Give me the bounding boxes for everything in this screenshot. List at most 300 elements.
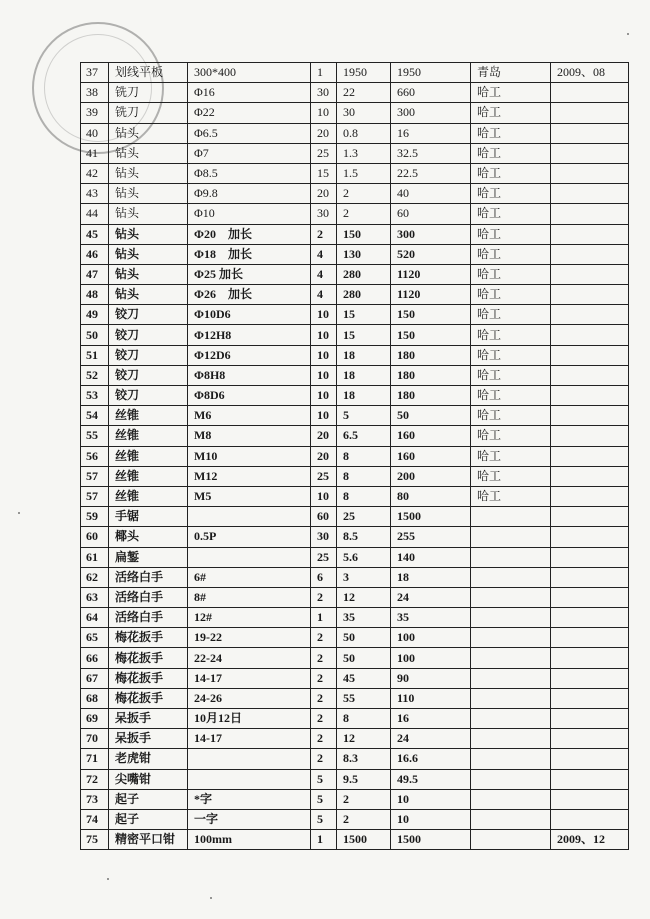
source-cell bbox=[471, 567, 551, 587]
unit-price-cell: 1.3 bbox=[337, 143, 391, 163]
table-row bbox=[81, 285, 629, 305]
date-cell bbox=[551, 285, 629, 305]
total-amount-cell: 10 bbox=[391, 789, 471, 809]
table-row bbox=[81, 305, 629, 325]
item-spec-cell: 100mm bbox=[188, 830, 311, 850]
unit-price-cell: 8 bbox=[337, 709, 391, 729]
total-amount-cell: 100 bbox=[391, 648, 471, 668]
item-spec-cell: Φ12H8 bbox=[188, 325, 311, 345]
item-name-cell: 丝锥 bbox=[109, 486, 188, 506]
item-spec-cell: 0.5P bbox=[188, 527, 311, 547]
date-cell bbox=[551, 769, 629, 789]
item-spec-cell: M12 bbox=[188, 466, 311, 486]
item-spec-cell: 24-26 bbox=[188, 688, 311, 708]
source-cell bbox=[471, 628, 551, 648]
date-cell bbox=[551, 103, 629, 123]
row-number-cell: 72 bbox=[81, 769, 109, 789]
item-spec-cell: Φ10D6 bbox=[188, 305, 311, 325]
total-amount-cell: 60 bbox=[391, 204, 471, 224]
item-spec-cell bbox=[188, 507, 311, 527]
total-amount-cell: 35 bbox=[391, 608, 471, 628]
row-number-cell: 67 bbox=[81, 668, 109, 688]
source-cell bbox=[471, 830, 551, 850]
unit-price-cell: 55 bbox=[337, 688, 391, 708]
row-number-cell: 69 bbox=[81, 709, 109, 729]
item-name-cell: 梅花扳手 bbox=[109, 628, 188, 648]
total-amount-cell: 300 bbox=[391, 103, 471, 123]
quantity-cell: 10 bbox=[311, 345, 337, 365]
unit-price-cell: 130 bbox=[337, 244, 391, 264]
date-cell bbox=[551, 729, 629, 749]
row-number-cell: 66 bbox=[81, 648, 109, 668]
source-cell bbox=[471, 809, 551, 829]
date-cell bbox=[551, 466, 629, 486]
quantity-cell: 5 bbox=[311, 789, 337, 809]
item-spec-cell: 8# bbox=[188, 587, 311, 607]
date-cell bbox=[551, 224, 629, 244]
inventory-table-body bbox=[81, 63, 629, 850]
row-number-cell: 53 bbox=[81, 386, 109, 406]
date-cell bbox=[551, 386, 629, 406]
table-row bbox=[81, 628, 629, 648]
quantity-cell: 5 bbox=[311, 769, 337, 789]
total-amount-cell: 10 bbox=[391, 809, 471, 829]
table-row bbox=[81, 587, 629, 607]
row-number-cell: 37 bbox=[81, 63, 109, 83]
item-name-cell: 铣刀 bbox=[109, 103, 188, 123]
date-cell bbox=[551, 567, 629, 587]
row-number-cell: 38 bbox=[81, 83, 109, 103]
quantity-cell: 25 bbox=[311, 547, 337, 567]
row-number-cell: 43 bbox=[81, 184, 109, 204]
table-row bbox=[81, 163, 629, 183]
row-number-cell: 65 bbox=[81, 628, 109, 648]
table-row bbox=[81, 224, 629, 244]
row-number-cell: 62 bbox=[81, 567, 109, 587]
source-cell bbox=[471, 547, 551, 567]
table-row bbox=[81, 83, 629, 103]
quantity-cell: 4 bbox=[311, 285, 337, 305]
total-amount-cell: 1120 bbox=[391, 264, 471, 284]
table-row bbox=[81, 709, 629, 729]
source-cell: 哈工 bbox=[471, 264, 551, 284]
table-row bbox=[81, 769, 629, 789]
source-cell bbox=[471, 507, 551, 527]
row-number-cell: 51 bbox=[81, 345, 109, 365]
date-cell bbox=[551, 204, 629, 224]
table-row bbox=[81, 446, 629, 466]
item-spec-cell: M6 bbox=[188, 406, 311, 426]
item-name-cell: 钻头 bbox=[109, 163, 188, 183]
table-row bbox=[81, 406, 629, 426]
table-row bbox=[81, 789, 629, 809]
item-spec-cell: Φ8H8 bbox=[188, 365, 311, 385]
table-row bbox=[81, 688, 629, 708]
scan-speck bbox=[210, 897, 212, 899]
source-cell: 哈工 bbox=[471, 386, 551, 406]
date-cell bbox=[551, 406, 629, 426]
date-cell bbox=[551, 244, 629, 264]
unit-price-cell: 2 bbox=[337, 789, 391, 809]
unit-price-cell: 3 bbox=[337, 567, 391, 587]
date-cell bbox=[551, 527, 629, 547]
row-number-cell: 42 bbox=[81, 163, 109, 183]
quantity-cell: 10 bbox=[311, 305, 337, 325]
source-cell bbox=[471, 789, 551, 809]
date-cell bbox=[551, 547, 629, 567]
date-cell bbox=[551, 143, 629, 163]
total-amount-cell: 24 bbox=[391, 587, 471, 607]
item-spec-cell: M8 bbox=[188, 426, 311, 446]
source-cell bbox=[471, 709, 551, 729]
equipment-inventory-table bbox=[80, 62, 629, 850]
item-name-cell: 呆扳手 bbox=[109, 709, 188, 729]
item-name-cell: 钻头 bbox=[109, 123, 188, 143]
row-number-cell: 71 bbox=[81, 749, 109, 769]
date-cell bbox=[551, 709, 629, 729]
item-spec-cell: 14-17 bbox=[188, 668, 311, 688]
table-row bbox=[81, 426, 629, 446]
item-name-cell: 钻头 bbox=[109, 244, 188, 264]
total-amount-cell: 100 bbox=[391, 628, 471, 648]
row-number-cell: 45 bbox=[81, 224, 109, 244]
source-cell bbox=[471, 527, 551, 547]
row-number-cell: 52 bbox=[81, 365, 109, 385]
total-amount-cell: 16 bbox=[391, 123, 471, 143]
quantity-cell: 2 bbox=[311, 688, 337, 708]
row-number-cell: 48 bbox=[81, 285, 109, 305]
total-amount-cell: 16.6 bbox=[391, 749, 471, 769]
source-cell bbox=[471, 608, 551, 628]
date-cell bbox=[551, 688, 629, 708]
total-amount-cell: 300 bbox=[391, 224, 471, 244]
row-number-cell: 68 bbox=[81, 688, 109, 708]
source-cell bbox=[471, 729, 551, 749]
scan-speck bbox=[18, 512, 20, 514]
total-amount-cell: 180 bbox=[391, 345, 471, 365]
quantity-cell: 2 bbox=[311, 224, 337, 244]
quantity-cell: 10 bbox=[311, 406, 337, 426]
row-number-cell: 73 bbox=[81, 789, 109, 809]
quantity-cell: 10 bbox=[311, 325, 337, 345]
item-name-cell: 铰刀 bbox=[109, 386, 188, 406]
item-spec-cell: M5 bbox=[188, 486, 311, 506]
item-spec-cell: 22-24 bbox=[188, 648, 311, 668]
item-name-cell: 钻头 bbox=[109, 184, 188, 204]
unit-price-cell: 18 bbox=[337, 365, 391, 385]
item-spec-cell: Φ6.5 bbox=[188, 123, 311, 143]
date-cell bbox=[551, 163, 629, 183]
quantity-cell: 10 bbox=[311, 365, 337, 385]
item-name-cell: 呆扳手 bbox=[109, 729, 188, 749]
unit-price-cell: 50 bbox=[337, 628, 391, 648]
item-name-cell: 钻头 bbox=[109, 285, 188, 305]
row-number-cell: 47 bbox=[81, 264, 109, 284]
unit-price-cell: 8 bbox=[337, 486, 391, 506]
row-number-cell: 64 bbox=[81, 608, 109, 628]
source-cell bbox=[471, 668, 551, 688]
table-row bbox=[81, 264, 629, 284]
row-number-cell: 44 bbox=[81, 204, 109, 224]
row-number-cell: 59 bbox=[81, 507, 109, 527]
total-amount-cell: 1120 bbox=[391, 285, 471, 305]
table-row bbox=[81, 547, 629, 567]
row-number-cell: 57 bbox=[81, 466, 109, 486]
source-cell: 哈工 bbox=[471, 103, 551, 123]
quantity-cell: 1 bbox=[311, 830, 337, 850]
unit-price-cell: 5 bbox=[337, 406, 391, 426]
quantity-cell: 15 bbox=[311, 163, 337, 183]
quantity-cell: 2 bbox=[311, 729, 337, 749]
item-name-cell: 铰刀 bbox=[109, 365, 188, 385]
row-number-cell: 39 bbox=[81, 103, 109, 123]
item-spec-cell: 300*400 bbox=[188, 63, 311, 83]
item-name-cell: 老虎钳 bbox=[109, 749, 188, 769]
quantity-cell: 60 bbox=[311, 507, 337, 527]
quantity-cell: 1 bbox=[311, 63, 337, 83]
date-cell bbox=[551, 83, 629, 103]
total-amount-cell: 660 bbox=[391, 83, 471, 103]
item-spec-cell: Φ12D6 bbox=[188, 345, 311, 365]
item-name-cell: 钻头 bbox=[109, 224, 188, 244]
quantity-cell: 6 bbox=[311, 567, 337, 587]
item-spec-cell: Φ18 加长 bbox=[188, 244, 311, 264]
date-cell bbox=[551, 345, 629, 365]
row-number-cell: 40 bbox=[81, 123, 109, 143]
item-name-cell: 钻头 bbox=[109, 204, 188, 224]
date-cell: 2009、12 bbox=[551, 830, 629, 850]
row-number-cell: 46 bbox=[81, 244, 109, 264]
total-amount-cell: 50 bbox=[391, 406, 471, 426]
table-row bbox=[81, 648, 629, 668]
item-name-cell: 铣刀 bbox=[109, 83, 188, 103]
table-row bbox=[81, 103, 629, 123]
unit-price-cell: 6.5 bbox=[337, 426, 391, 446]
quantity-cell: 20 bbox=[311, 184, 337, 204]
quantity-cell: 4 bbox=[311, 264, 337, 284]
item-name-cell: 尖嘴钳 bbox=[109, 769, 188, 789]
item-name-cell: 铰刀 bbox=[109, 345, 188, 365]
source-cell: 哈工 bbox=[471, 244, 551, 264]
quantity-cell: 10 bbox=[311, 486, 337, 506]
item-name-cell: 活络白手 bbox=[109, 608, 188, 628]
item-spec-cell: Φ7 bbox=[188, 143, 311, 163]
total-amount-cell: 255 bbox=[391, 527, 471, 547]
quantity-cell: 2 bbox=[311, 587, 337, 607]
total-amount-cell: 1500 bbox=[391, 830, 471, 850]
unit-price-cell: 1950 bbox=[337, 63, 391, 83]
total-amount-cell: 32.5 bbox=[391, 143, 471, 163]
item-name-cell: 丝锥 bbox=[109, 426, 188, 446]
table-row bbox=[81, 668, 629, 688]
item-spec-cell: Φ22 bbox=[188, 103, 311, 123]
source-cell: 哈工 bbox=[471, 83, 551, 103]
table-row bbox=[81, 608, 629, 628]
row-number-cell: 60 bbox=[81, 527, 109, 547]
date-cell bbox=[551, 184, 629, 204]
unit-price-cell: 15 bbox=[337, 325, 391, 345]
item-name-cell: 钻头 bbox=[109, 264, 188, 284]
total-amount-cell: 1950 bbox=[391, 63, 471, 83]
table-row bbox=[81, 325, 629, 345]
total-amount-cell: 49.5 bbox=[391, 769, 471, 789]
item-spec-cell bbox=[188, 769, 311, 789]
unit-price-cell: 2 bbox=[337, 184, 391, 204]
unit-price-cell: 35 bbox=[337, 608, 391, 628]
item-spec-cell: 19-22 bbox=[188, 628, 311, 648]
date-cell bbox=[551, 789, 629, 809]
row-number-cell: 70 bbox=[81, 729, 109, 749]
item-name-cell: 划线平板 bbox=[109, 63, 188, 83]
source-cell bbox=[471, 769, 551, 789]
source-cell bbox=[471, 587, 551, 607]
item-name-cell: 丝锥 bbox=[109, 446, 188, 466]
date-cell bbox=[551, 587, 629, 607]
date-cell bbox=[551, 648, 629, 668]
item-name-cell: 活络白手 bbox=[109, 587, 188, 607]
quantity-cell: 1 bbox=[311, 608, 337, 628]
quantity-cell: 2 bbox=[311, 709, 337, 729]
total-amount-cell: 150 bbox=[391, 325, 471, 345]
date-cell bbox=[551, 325, 629, 345]
unit-price-cell: 8 bbox=[337, 466, 391, 486]
unit-price-cell: 30 bbox=[337, 103, 391, 123]
source-cell: 哈工 bbox=[471, 285, 551, 305]
item-name-cell: 梅花扳手 bbox=[109, 688, 188, 708]
total-amount-cell: 140 bbox=[391, 547, 471, 567]
source-cell: 哈工 bbox=[471, 163, 551, 183]
row-number-cell: 57 bbox=[81, 486, 109, 506]
unit-price-cell: 280 bbox=[337, 285, 391, 305]
source-cell: 哈工 bbox=[471, 486, 551, 506]
source-cell bbox=[471, 749, 551, 769]
unit-price-cell: 8.5 bbox=[337, 527, 391, 547]
total-amount-cell: 180 bbox=[391, 386, 471, 406]
table-row bbox=[81, 567, 629, 587]
item-spec-cell: M10 bbox=[188, 446, 311, 466]
total-amount-cell: 180 bbox=[391, 365, 471, 385]
source-cell: 哈工 bbox=[471, 466, 551, 486]
date-cell bbox=[551, 507, 629, 527]
quantity-cell: 20 bbox=[311, 426, 337, 446]
table-row bbox=[81, 749, 629, 769]
total-amount-cell: 520 bbox=[391, 244, 471, 264]
item-spec-cell: 6# bbox=[188, 567, 311, 587]
source-cell: 青岛 bbox=[471, 63, 551, 83]
date-cell bbox=[551, 426, 629, 446]
total-amount-cell: 200 bbox=[391, 466, 471, 486]
date-cell bbox=[551, 668, 629, 688]
unit-price-cell: 12 bbox=[337, 587, 391, 607]
unit-price-cell: 150 bbox=[337, 224, 391, 244]
date-cell bbox=[551, 608, 629, 628]
quantity-cell: 30 bbox=[311, 204, 337, 224]
total-amount-cell: 16 bbox=[391, 709, 471, 729]
table-row bbox=[81, 386, 629, 406]
quantity-cell: 2 bbox=[311, 749, 337, 769]
item-name-cell: 梅花扳手 bbox=[109, 668, 188, 688]
row-number-cell: 56 bbox=[81, 446, 109, 466]
total-amount-cell: 24 bbox=[391, 729, 471, 749]
row-number-cell: 54 bbox=[81, 406, 109, 426]
quantity-cell: 2 bbox=[311, 648, 337, 668]
source-cell: 哈工 bbox=[471, 123, 551, 143]
date-cell bbox=[551, 446, 629, 466]
source-cell: 哈工 bbox=[471, 426, 551, 446]
total-amount-cell: 150 bbox=[391, 305, 471, 325]
total-amount-cell: 80 bbox=[391, 486, 471, 506]
item-name-cell: 起子 bbox=[109, 809, 188, 829]
quantity-cell: 2 bbox=[311, 668, 337, 688]
source-cell: 哈工 bbox=[471, 143, 551, 163]
unit-price-cell: 9.5 bbox=[337, 769, 391, 789]
item-name-cell: 铰刀 bbox=[109, 305, 188, 325]
item-name-cell: 铰刀 bbox=[109, 325, 188, 345]
table-row bbox=[81, 729, 629, 749]
item-spec-cell: Φ10 bbox=[188, 204, 311, 224]
item-spec-cell bbox=[188, 749, 311, 769]
table-row bbox=[81, 365, 629, 385]
total-amount-cell: 110 bbox=[391, 688, 471, 708]
item-name-cell: 活络白手 bbox=[109, 567, 188, 587]
table-row bbox=[81, 345, 629, 365]
unit-price-cell: 2 bbox=[337, 809, 391, 829]
row-number-cell: 50 bbox=[81, 325, 109, 345]
source-cell bbox=[471, 688, 551, 708]
item-name-cell: 精密平口钳 bbox=[109, 830, 188, 850]
item-name-cell: 梅花扳手 bbox=[109, 648, 188, 668]
unit-price-cell: 1.5 bbox=[337, 163, 391, 183]
total-amount-cell: 1500 bbox=[391, 507, 471, 527]
table-row bbox=[81, 486, 629, 506]
quantity-cell: 30 bbox=[311, 83, 337, 103]
row-number-cell: 61 bbox=[81, 547, 109, 567]
unit-price-cell: 280 bbox=[337, 264, 391, 284]
quantity-cell: 25 bbox=[311, 466, 337, 486]
total-amount-cell: 90 bbox=[391, 668, 471, 688]
item-spec-cell: *字 bbox=[188, 789, 311, 809]
date-cell bbox=[551, 486, 629, 506]
unit-price-cell: 25 bbox=[337, 507, 391, 527]
row-number-cell: 55 bbox=[81, 426, 109, 446]
unit-price-cell: 1500 bbox=[337, 830, 391, 850]
row-number-cell: 74 bbox=[81, 809, 109, 829]
table-row bbox=[81, 507, 629, 527]
item-spec-cell: Φ8D6 bbox=[188, 386, 311, 406]
source-cell: 哈工 bbox=[471, 406, 551, 426]
quantity-cell: 4 bbox=[311, 244, 337, 264]
source-cell: 哈工 bbox=[471, 345, 551, 365]
table-row bbox=[81, 204, 629, 224]
item-name-cell: 扁錾 bbox=[109, 547, 188, 567]
quantity-cell: 2 bbox=[311, 628, 337, 648]
table-row bbox=[81, 184, 629, 204]
quantity-cell: 5 bbox=[311, 809, 337, 829]
quantity-cell: 30 bbox=[311, 527, 337, 547]
item-spec-cell: Φ8.5 bbox=[188, 163, 311, 183]
item-spec-cell: Φ16 bbox=[188, 83, 311, 103]
source-cell: 哈工 bbox=[471, 305, 551, 325]
unit-price-cell: 8 bbox=[337, 446, 391, 466]
item-name-cell: 手锯 bbox=[109, 507, 188, 527]
unit-price-cell: 5.6 bbox=[337, 547, 391, 567]
total-amount-cell: 22.5 bbox=[391, 163, 471, 183]
date-cell bbox=[551, 365, 629, 385]
item-name-cell: 钻头 bbox=[109, 143, 188, 163]
table-row bbox=[81, 63, 629, 83]
unit-price-cell: 22 bbox=[337, 83, 391, 103]
date-cell bbox=[551, 749, 629, 769]
